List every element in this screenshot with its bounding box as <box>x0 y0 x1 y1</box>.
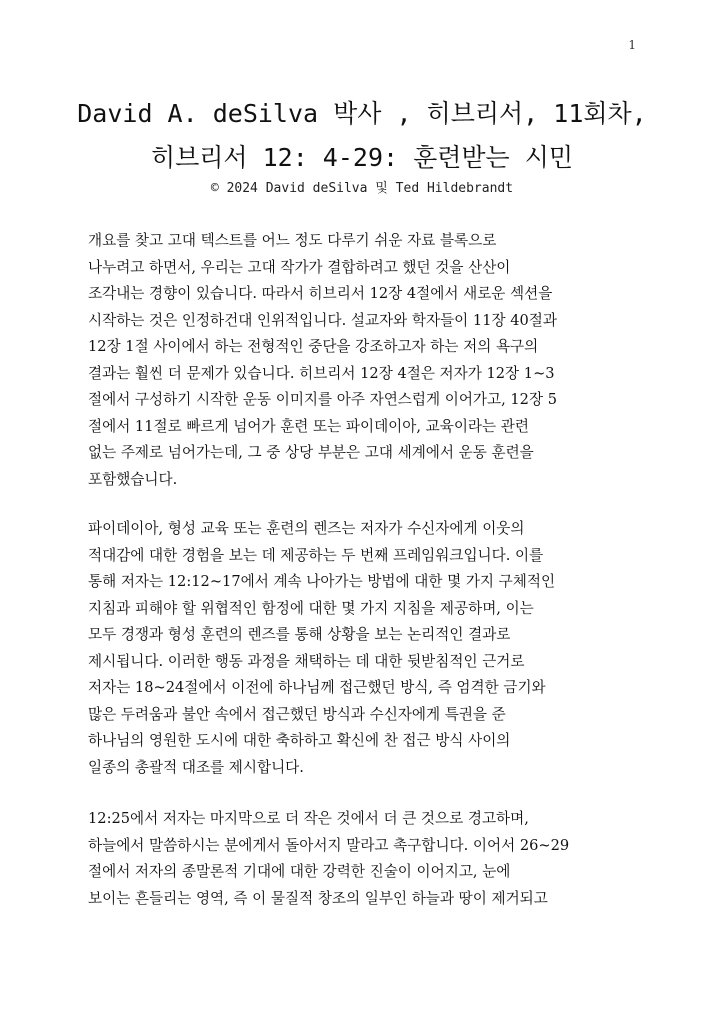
text-line: 없는 주제로 넘어가는데, 그 중 상당 부분은 고대 세계에서 운동 훈련을 <box>88 444 534 461</box>
text-line: 하늘에서 말씀하시는 분에게서 돌아서지 말라고 촉구합니다. 이어서 26~29 <box>88 836 570 854</box>
text-line: 파이데이아, 형성 교육 또는 훈련의 렌즈는 저자가 수신자에게 이웃의 <box>88 520 525 537</box>
text-line: 지침과 피해야 할 위협적인 함정에 대한 몇 가지 지침을 제공하며, 이는 <box>88 599 534 617</box>
title-line-1: David A. deSilva 박사 , 히브리서, 11회차, <box>77 99 647 128</box>
text-line: 모두 경쟁과 형성 훈련의 렌즈를 통해 상황을 보는 논리적인 결과로 <box>88 626 511 643</box>
text-line: 결과는 훨씬 더 문제가 있습니다. 히브리서 12장 4절은 저자가 12장 1~3 <box>88 364 555 382</box>
document-title <box>40 92 684 180</box>
text-line: 조각내는 경향이 있습니다. 따라서 히브리서 12장 4절에서 새로운 섹션을 <box>88 285 553 302</box>
text-line: 일종의 총괄적 대조를 제시합니다. <box>88 758 304 776</box>
text-line: 절에서 구성하기 시작한 운동 이미지를 아주 자연스럽게 이어가고, 12장 5 <box>88 391 557 408</box>
page-number: 1 <box>628 38 636 52</box>
text-line: 12장 1절 사이에서 하는 전형적인 중단을 강조하고자 하는 저의 욕구의 <box>88 338 539 355</box>
text-line: 제시됩니다. 이러한 행동 과정을 채택하는 데 대한 뒷받침적인 근거로 <box>88 652 525 670</box>
title-line-2: 히브리서 12: 4-29: 훈련받는 시민 <box>150 143 574 172</box>
text-line: 하나님의 영원한 도시에 대한 축하하고 확신에 찬 접근 방식 사이의 <box>88 732 511 749</box>
text-line: 많은 두려움과 불안 속에서 접근했던 방식과 수신자에게 특권을 준 <box>88 705 506 723</box>
text-line: 저자는 18~24절에서 이전에 하나님께 접근했던 방식, 즉 엄격한 금기와 <box>88 679 546 696</box>
text-line: 절에서 저자의 종말론적 기대에 대한 강력한 진술이 이어지고, 눈에 <box>88 863 511 880</box>
text-line: 포함했습니다. <box>88 470 178 488</box>
text-line: 절에서 11절로 빠르게 넘어가 훈련 또는 파이데이아, 교육이라는 관련 <box>88 417 529 435</box>
text-line: 나누려고 하면서, 우리는 고대 작가가 결합하려고 했던 것을 산산이 <box>88 258 511 276</box>
text-line: 12:25에서 저자는 마지막으로 더 작은 것에서 더 큰 것으로 경고하며, <box>88 810 529 827</box>
text-line: 보이는 흔들리는 영역, 즉 이 물질적 창조의 일부인 하늘과 땅이 제거되고 <box>88 889 548 907</box>
paragraph-1 <box>88 228 648 493</box>
text-line: 적대감에 대한 경험을 보는 데 제공하는 두 번째 프레임워크입니다. 이를 <box>88 546 544 564</box>
copyright-notice: © 2024 David deSilva 및 Ted Hildebrandt <box>210 181 514 196</box>
paragraph-3 <box>88 806 648 912</box>
text-line: 시작하는 것은 인정하건대 인위적입니다. 설교자와 학자들이 11장 40절과 <box>88 311 557 329</box>
text-line: 통해 저자는 12:12~17에서 계속 나아가는 방법에 대한 몇 가지 구체적인 <box>88 573 556 590</box>
text-line: 개요를 찾고 고대 텍스트를 어느 정도 다루기 쉬운 자료 블록으로 <box>88 232 497 249</box>
paragraph-2 <box>88 516 648 781</box>
